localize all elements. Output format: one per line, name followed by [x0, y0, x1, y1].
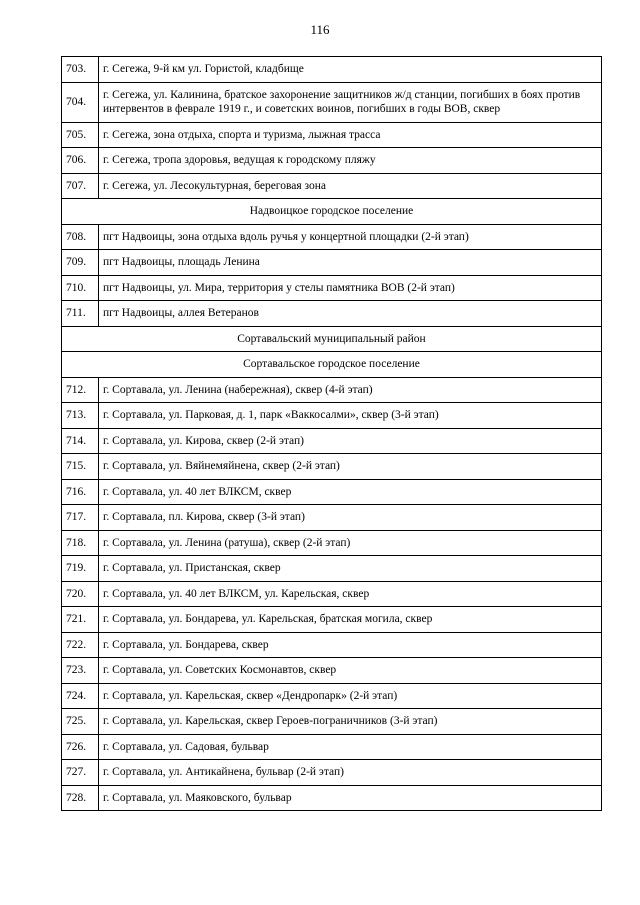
table-row — [62, 709, 602, 735]
row-location: пгт Надвоицы, аллея Ветеранов — [99, 301, 602, 327]
row-location: г. Сортавала, ул. Ленина (ратуша), сквер (2-й этап) — [99, 530, 602, 556]
row-location: г. Сортавала, ул. Бондарева, сквер — [99, 632, 602, 658]
row-number: 703. — [62, 57, 99, 83]
row-location: пгт Надвоицы, зона отдыха вдоль ручья у концертной площадки (2-й этап) — [99, 224, 602, 250]
row-location: г. Сегежа, зона отдыха, спорта и туризма, лыжная трасса — [99, 122, 602, 148]
row-number: 727. — [62, 760, 99, 786]
row-number: 707. — [62, 173, 99, 199]
table-row — [62, 173, 602, 199]
table-row — [62, 479, 602, 505]
row-number: 717. — [62, 505, 99, 531]
section-header-row — [62, 326, 602, 352]
row-location: г. Сортавала, ул. Кирова, сквер (2-й этап) — [99, 428, 602, 454]
row-number: 723. — [62, 658, 99, 684]
row-number: 718. — [62, 530, 99, 556]
row-number: 720. — [62, 581, 99, 607]
row-location: г. Сегежа, ул. Лесокультурная, береговая зона — [99, 173, 602, 199]
table-row — [62, 556, 602, 582]
table-row — [62, 607, 602, 633]
section-title: Сортавальское городское поселение — [62, 352, 602, 378]
table-row — [62, 530, 602, 556]
row-location: г. Сортавала, пл. Кирова, сквер (3-й этап) — [99, 505, 602, 531]
page-number: 116 — [310, 22, 330, 37]
row-location: пгт Надвоицы, площадь Ленина — [99, 250, 602, 276]
table-row — [62, 250, 602, 276]
row-location: г. Сортавала, ул. Бондарева, ул. Карельская, братская могила, сквер — [99, 607, 602, 633]
table-row — [62, 377, 602, 403]
table-row — [62, 683, 602, 709]
table-row — [62, 428, 602, 454]
row-location: г. Сегежа, тропа здоровья, ведущая к городскому пляжу — [99, 148, 602, 174]
table-row — [62, 57, 602, 83]
row-location: г. Сегежа, ул. Калинина, братское захоронение защитников ж/д станции, погибших в боях против интервентов в феврале 1919 г., и советских воинов, погибших в годы ВОВ, сквер — [99, 82, 602, 122]
row-number: 706. — [62, 148, 99, 174]
row-location: пгт Надвоицы, ул. Мира, территория у стелы памятника ВОВ (2-й этап) — [99, 275, 602, 301]
row-location: г. Сортавала, ул. 40 лет ВЛКСМ, сквер — [99, 479, 602, 505]
section-header-row — [62, 199, 602, 225]
row-number: 708. — [62, 224, 99, 250]
row-number: 709. — [62, 250, 99, 276]
row-location: г. Сортавала, ул. Антикайнена, бульвар (2-й этап) — [99, 760, 602, 786]
table-row — [62, 658, 602, 684]
table-row — [62, 275, 602, 301]
row-number: 715. — [62, 454, 99, 480]
row-number: 728. — [62, 785, 99, 811]
row-number: 726. — [62, 734, 99, 760]
row-number: 711. — [62, 301, 99, 327]
row-number: 716. — [62, 479, 99, 505]
section-title: Надвоицкое городское поселение — [62, 199, 602, 225]
row-number: 724. — [62, 683, 99, 709]
section-title: Сортавальский муниципальный район — [62, 326, 602, 352]
table-row — [62, 82, 602, 122]
row-number: 710. — [62, 275, 99, 301]
row-number: 725. — [62, 709, 99, 735]
row-location: г. Сортавала, ул. 40 лет ВЛКСМ, ул. Карельская, сквер — [99, 581, 602, 607]
table-row — [62, 148, 602, 174]
table-row — [62, 734, 602, 760]
table-row — [62, 122, 602, 148]
row-number: 722. — [62, 632, 99, 658]
row-number: 712. — [62, 377, 99, 403]
row-number: 714. — [62, 428, 99, 454]
locations-table-body — [62, 57, 602, 811]
row-number: 713. — [62, 403, 99, 429]
table-row — [62, 224, 602, 250]
row-number: 704. — [62, 82, 99, 122]
row-location: г. Сортавала, ул. Карельская, сквер Героев-пограничников (3-й этап) — [99, 709, 602, 735]
row-location: г. Сортавала, ул. Советских Космонавтов, сквер — [99, 658, 602, 684]
row-number: 719. — [62, 556, 99, 582]
row-location: г. Сортавала, ул. Маяковского, бульвар — [99, 785, 602, 811]
row-location: г. Сегежа, 9-й км ул. Гористой, кладбище — [99, 57, 602, 83]
table-row — [62, 403, 602, 429]
row-number: 705. — [62, 122, 99, 148]
row-location: г. Сортавала, ул. Парковая, д. 1, парк «Ваккосалми», сквер (3-й этап) — [99, 403, 602, 429]
locations-table — [61, 56, 602, 811]
table-row — [62, 301, 602, 327]
row-location: г. Сортавала, ул. Садовая, бульвар — [99, 734, 602, 760]
row-location: г. Сортавала, ул. Карельская, сквер «Дендропарк» (2-й этап) — [99, 683, 602, 709]
section-header-row — [62, 352, 602, 378]
row-location: г. Сортавала, ул. Ленина (набережная), сквер (4-й этап) — [99, 377, 602, 403]
table-row — [62, 632, 602, 658]
table-row — [62, 454, 602, 480]
table-row — [62, 785, 602, 811]
table-row — [62, 505, 602, 531]
row-location: г. Сортавала, ул. Пристанская, сквер — [99, 556, 602, 582]
row-number: 721. — [62, 607, 99, 633]
table-row — [62, 760, 602, 786]
row-location: г. Сортавала, ул. Вяйнемяйнена, сквер (2-й этап) — [99, 454, 602, 480]
table-row — [62, 581, 602, 607]
